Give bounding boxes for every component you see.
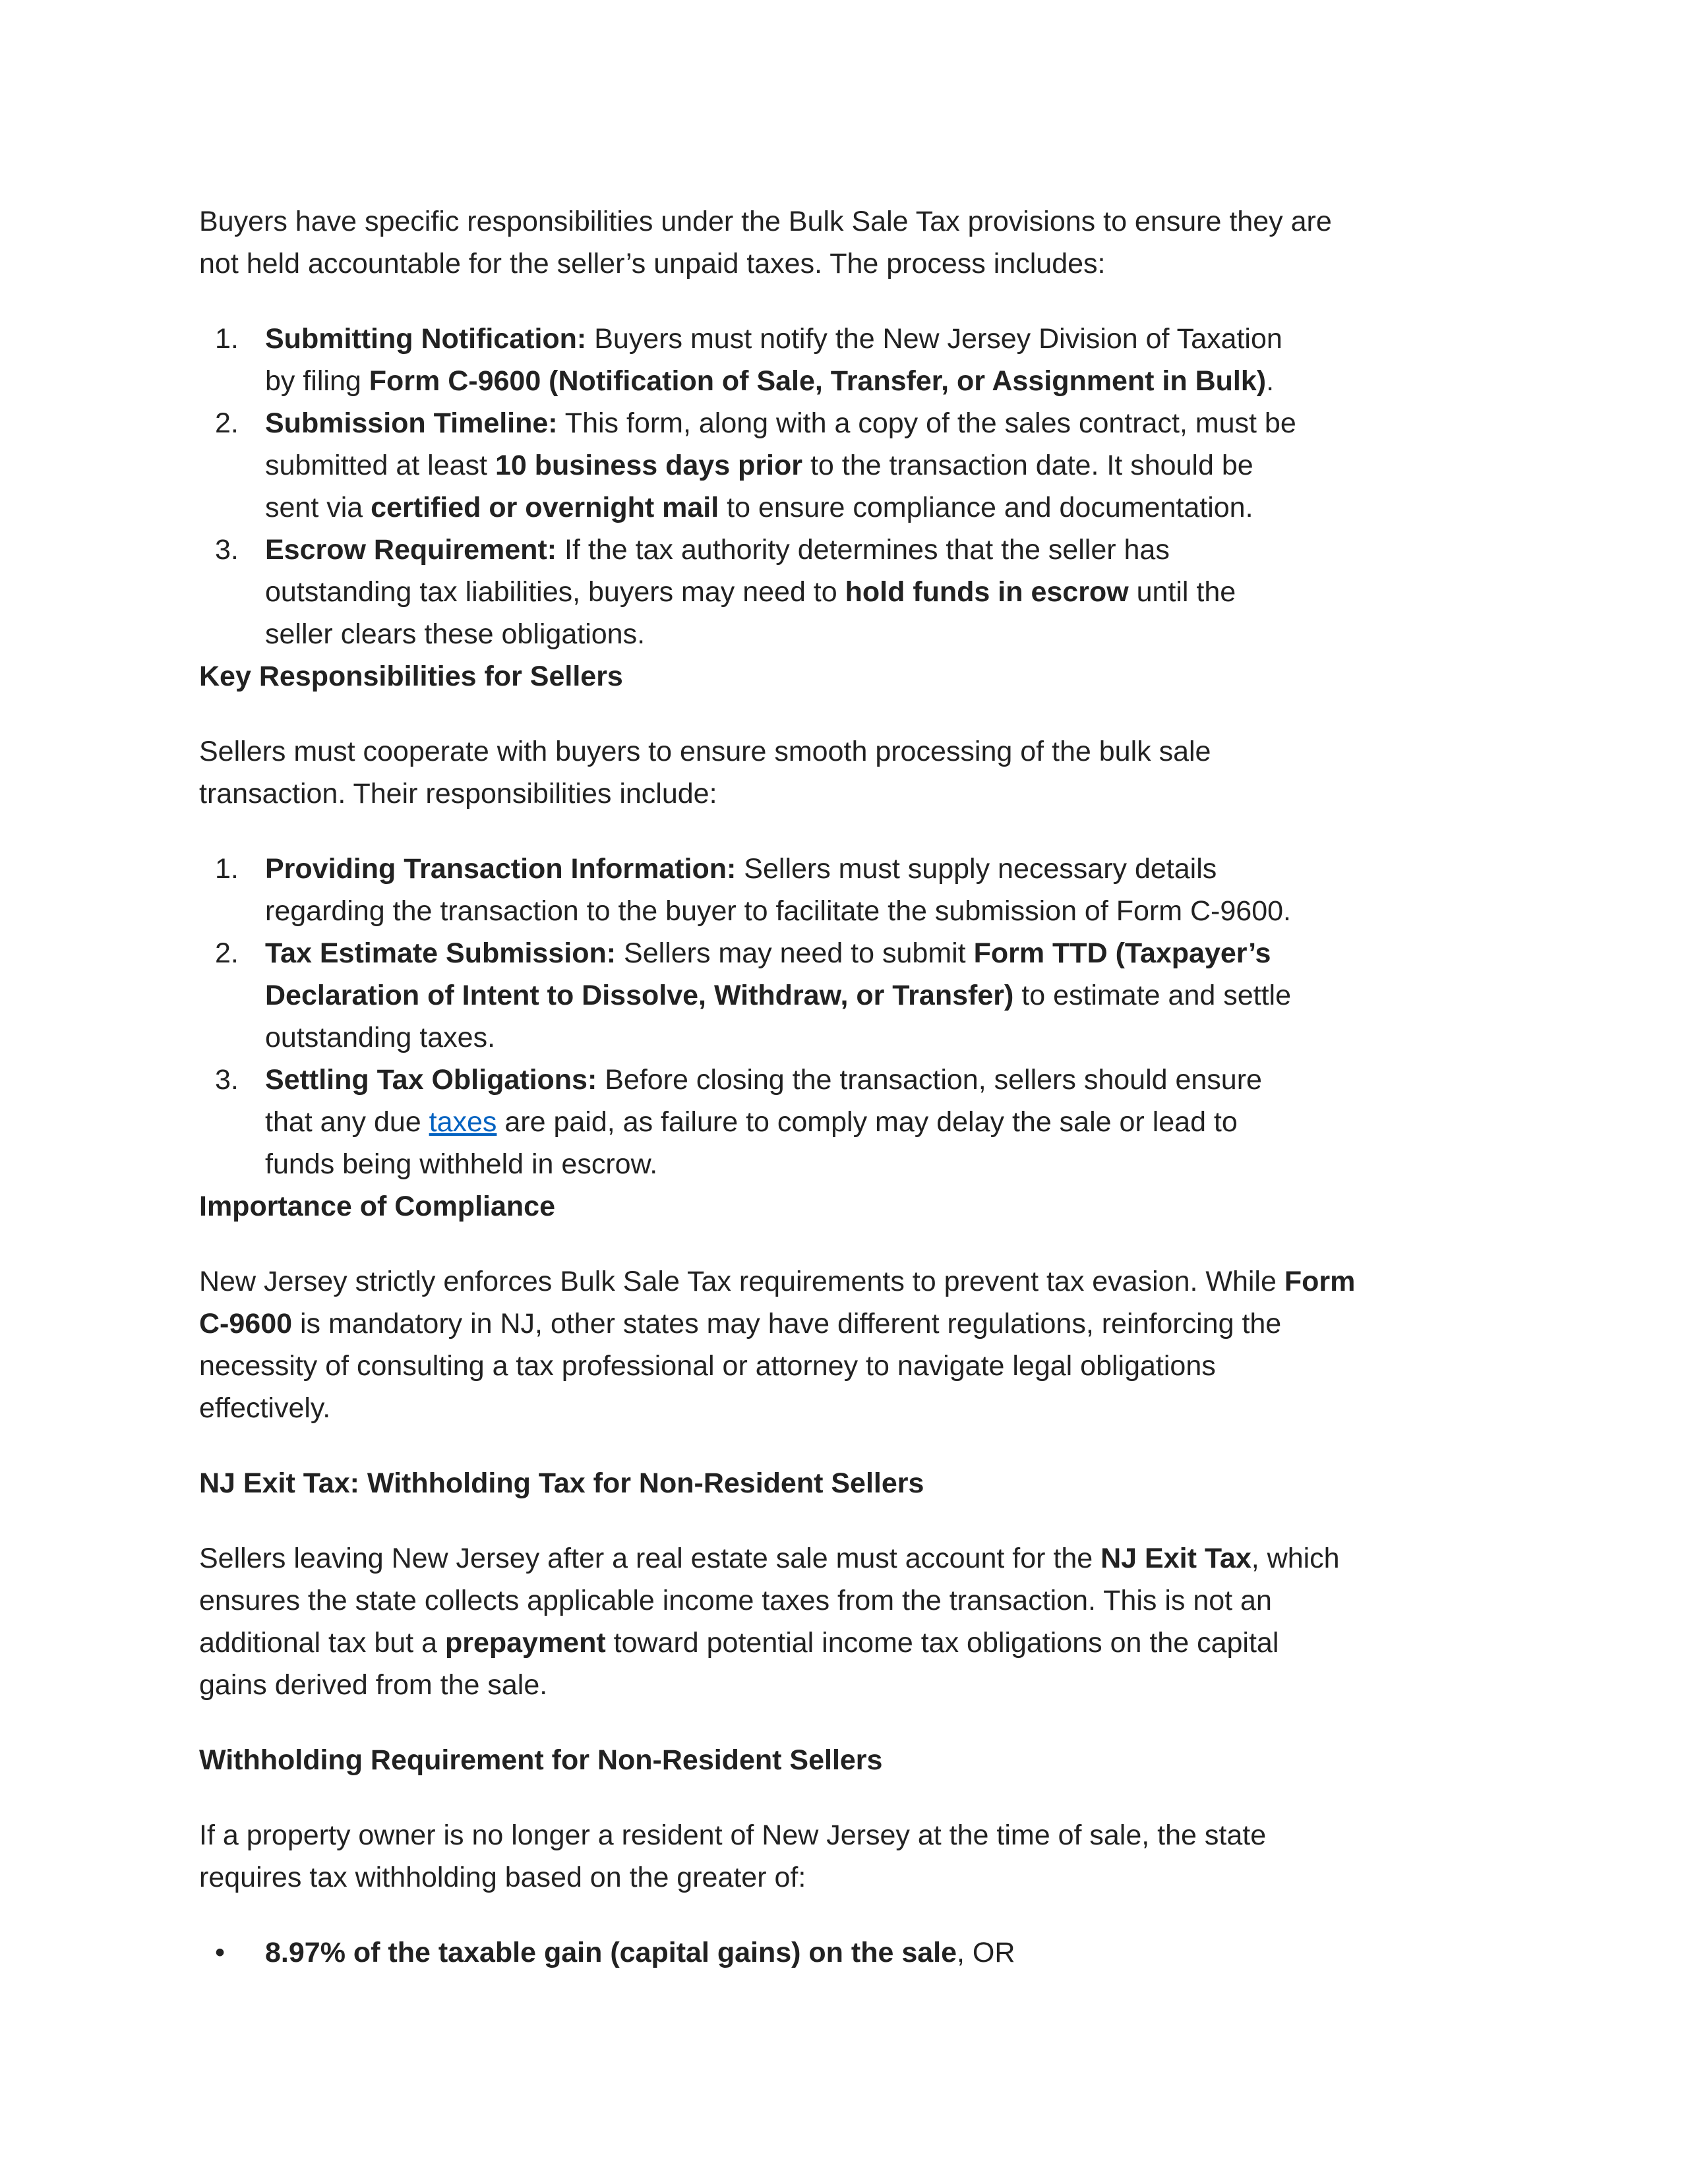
bold-text: Submitting Notification: xyxy=(265,323,587,355)
text-line xyxy=(265,932,1518,974)
text-run: outstanding tax liabilities, buyers may need to xyxy=(265,576,845,608)
text-run: additional tax but a xyxy=(199,1627,445,1659)
text-line xyxy=(265,529,1518,571)
bold-text: Form C-9600 (Notification of Sale, Transfer, or Assignment in Bulk) xyxy=(369,365,1267,397)
list-item xyxy=(199,1059,1518,1185)
numbered-list xyxy=(199,318,1518,655)
bold-text: Providing Transaction Information: xyxy=(265,853,737,885)
list-number: 3. xyxy=(215,1064,239,1096)
paragraph xyxy=(199,1537,1518,1706)
text-line xyxy=(265,1059,1518,1101)
text-run: to the transaction date. It should be xyxy=(802,450,1253,481)
text-line xyxy=(199,200,1518,243)
section-heading xyxy=(199,655,1518,697)
text-run: not held accountable for the seller’s unpaid taxes. The process includes: xyxy=(199,248,1106,280)
text-run: Buyers have specific responsibilities under the Bulk Sale Tax provisions to ensure they are xyxy=(199,206,1332,237)
text-line xyxy=(265,360,1518,402)
text-run: effectively. xyxy=(199,1392,331,1424)
document-body xyxy=(199,200,1518,1974)
text-run: , which xyxy=(1251,1543,1340,1574)
text-run: seller clears these obligations. xyxy=(265,618,646,650)
numbered-list xyxy=(199,848,1518,1185)
bold-text: Form xyxy=(1284,1266,1356,1297)
section-heading xyxy=(199,1739,1518,1781)
text-run: until the xyxy=(1128,576,1236,608)
text-run: gains derived from the sale. xyxy=(199,1669,548,1701)
text-run: is mandatory in NJ, other states may have different regulations, reinforcing the xyxy=(292,1308,1282,1340)
bullet-list xyxy=(199,1932,1518,1974)
bold-text: NJ Exit Tax xyxy=(1100,1543,1251,1574)
text-line xyxy=(265,890,1518,932)
text-run: Sellers must cooperate with buyers to ensure smooth processing of the bulk sale xyxy=(199,736,1211,767)
text-line xyxy=(265,1143,1518,1185)
text-line xyxy=(265,848,1518,890)
text-run: submitted at least xyxy=(265,450,495,481)
text-line xyxy=(265,571,1518,613)
list-item xyxy=(199,932,1518,1059)
text-run: funds being withheld in escrow. xyxy=(265,1148,658,1180)
text-run: Before closing the transaction, sellers should ensure xyxy=(597,1064,1262,1096)
text-run: transaction. Their responsibilities include: xyxy=(199,778,717,810)
text-run: , OR xyxy=(957,1937,1015,1968)
bold-text: Form TTD (Taxpayer’s xyxy=(973,937,1271,969)
bold-text: prepayment xyxy=(444,1627,606,1659)
text-run: Sellers may need to submit xyxy=(616,937,974,969)
text-line xyxy=(265,444,1518,487)
text-run: Buyers must notify the New Jersey Division of Taxation xyxy=(586,323,1282,355)
text-line xyxy=(265,487,1518,529)
text-line xyxy=(199,1345,1518,1387)
paragraph xyxy=(199,200,1518,285)
text-line xyxy=(199,773,1518,815)
list-item xyxy=(199,529,1518,655)
text-line xyxy=(199,1303,1518,1345)
text-run: . xyxy=(1266,365,1275,397)
section-heading xyxy=(199,1462,1518,1504)
bold-text: certified or overnight mail xyxy=(371,492,719,523)
list-number: 2. xyxy=(215,407,239,439)
text-line xyxy=(199,1185,1518,1227)
text-run: by filing xyxy=(265,365,369,397)
bold-text: Importance of Compliance xyxy=(199,1191,555,1222)
text-line xyxy=(199,1856,1518,1899)
text-run: If the tax authority determines that the seller has xyxy=(557,534,1170,566)
text-line xyxy=(265,318,1518,360)
text-line xyxy=(265,613,1518,655)
list-number: 3. xyxy=(215,534,239,566)
list-number: 1. xyxy=(215,323,239,355)
text-run: to estimate and settle xyxy=(1013,980,1291,1011)
text-line xyxy=(199,1462,1518,1504)
bold-text: 8.97% of the taxable gain (capital gains) on the sale xyxy=(265,1937,957,1968)
taxes-link[interactable]: taxes xyxy=(429,1106,497,1138)
list-number: 2. xyxy=(215,937,239,969)
bold-text: 10 business days prior xyxy=(495,450,802,481)
list-number: 1. xyxy=(215,853,239,885)
section-heading xyxy=(199,1185,1518,1227)
list-item xyxy=(199,1932,1518,1974)
text-line xyxy=(199,1579,1518,1622)
text-run: Sellers must supply necessary details xyxy=(736,853,1217,885)
text-run: If a property owner is no longer a resident of New Jersey at the time of sale, the state xyxy=(199,1819,1267,1851)
text-line xyxy=(199,730,1518,773)
text-run: requires tax withholding based on the greater of: xyxy=(199,1862,806,1893)
text-line xyxy=(265,402,1518,444)
bold-text: Tax Estimate Submission: xyxy=(265,937,617,969)
bold-text: Declaration of Intent to Dissolve, Withdraw, or Transfer) xyxy=(265,980,1014,1011)
text-run: that any due xyxy=(265,1106,429,1138)
bold-text: Escrow Requirement: xyxy=(265,534,557,566)
text-line xyxy=(265,1101,1518,1143)
bold-text: Settling Tax Obligations: xyxy=(265,1064,597,1096)
list-item xyxy=(199,318,1518,402)
text-line xyxy=(199,1260,1518,1303)
paragraph xyxy=(199,1814,1518,1899)
text-run: Sellers leaving New Jersey after a real estate sale must account for the xyxy=(199,1543,1101,1574)
bold-text: NJ Exit Tax: Withholding Tax for Non-Resident Sellers xyxy=(199,1467,924,1499)
text-run: are paid, as failure to comply may delay the sale or lead to xyxy=(497,1106,1238,1138)
text-line xyxy=(199,1537,1518,1579)
text-line xyxy=(199,1622,1518,1664)
text-run: outstanding taxes. xyxy=(265,1022,496,1053)
text-run: necessity of consulting a tax professional or attorney to navigate legal obligations xyxy=(199,1350,1216,1382)
text-run: toward potential income tax obligations on the capital xyxy=(605,1627,1279,1659)
text-line xyxy=(199,1664,1518,1706)
text-line xyxy=(199,243,1518,285)
text-run: New Jersey strictly enforces Bulk Sale Tax requirements to prevent tax evasion. While xyxy=(199,1266,1284,1297)
bullet-icon: • xyxy=(215,1937,226,1968)
text-run: This form, along with a copy of the sales contract, must be xyxy=(557,407,1296,439)
text-line xyxy=(265,1017,1518,1059)
text-line xyxy=(199,1814,1518,1856)
text-run: regarding the transaction to the buyer to facilitate the submission of Form C-9600. xyxy=(265,895,1291,927)
bold-text: hold funds in escrow xyxy=(845,576,1129,608)
paragraph xyxy=(199,730,1518,815)
bold-text: Submission Timeline: xyxy=(265,407,558,439)
list-item xyxy=(199,848,1518,932)
bold-text: Withholding Requirement for Non-Resident Sellers xyxy=(199,1744,883,1776)
text-run: to ensure compliance and documentation. xyxy=(719,492,1253,523)
list-item xyxy=(199,402,1518,529)
paragraph xyxy=(199,1260,1518,1429)
text-line xyxy=(265,1932,1518,1974)
text-line xyxy=(199,1387,1518,1429)
bold-text: C-9600 xyxy=(199,1308,293,1340)
text-line xyxy=(199,655,1518,697)
text-run: ensures the state collects applicable income taxes from the transaction. This is not an xyxy=(199,1585,1272,1616)
text-line xyxy=(199,1739,1518,1781)
text-run: sent via xyxy=(265,492,371,523)
text-line xyxy=(265,974,1518,1017)
bold-text: Key Responsibilities for Sellers xyxy=(199,661,623,692)
